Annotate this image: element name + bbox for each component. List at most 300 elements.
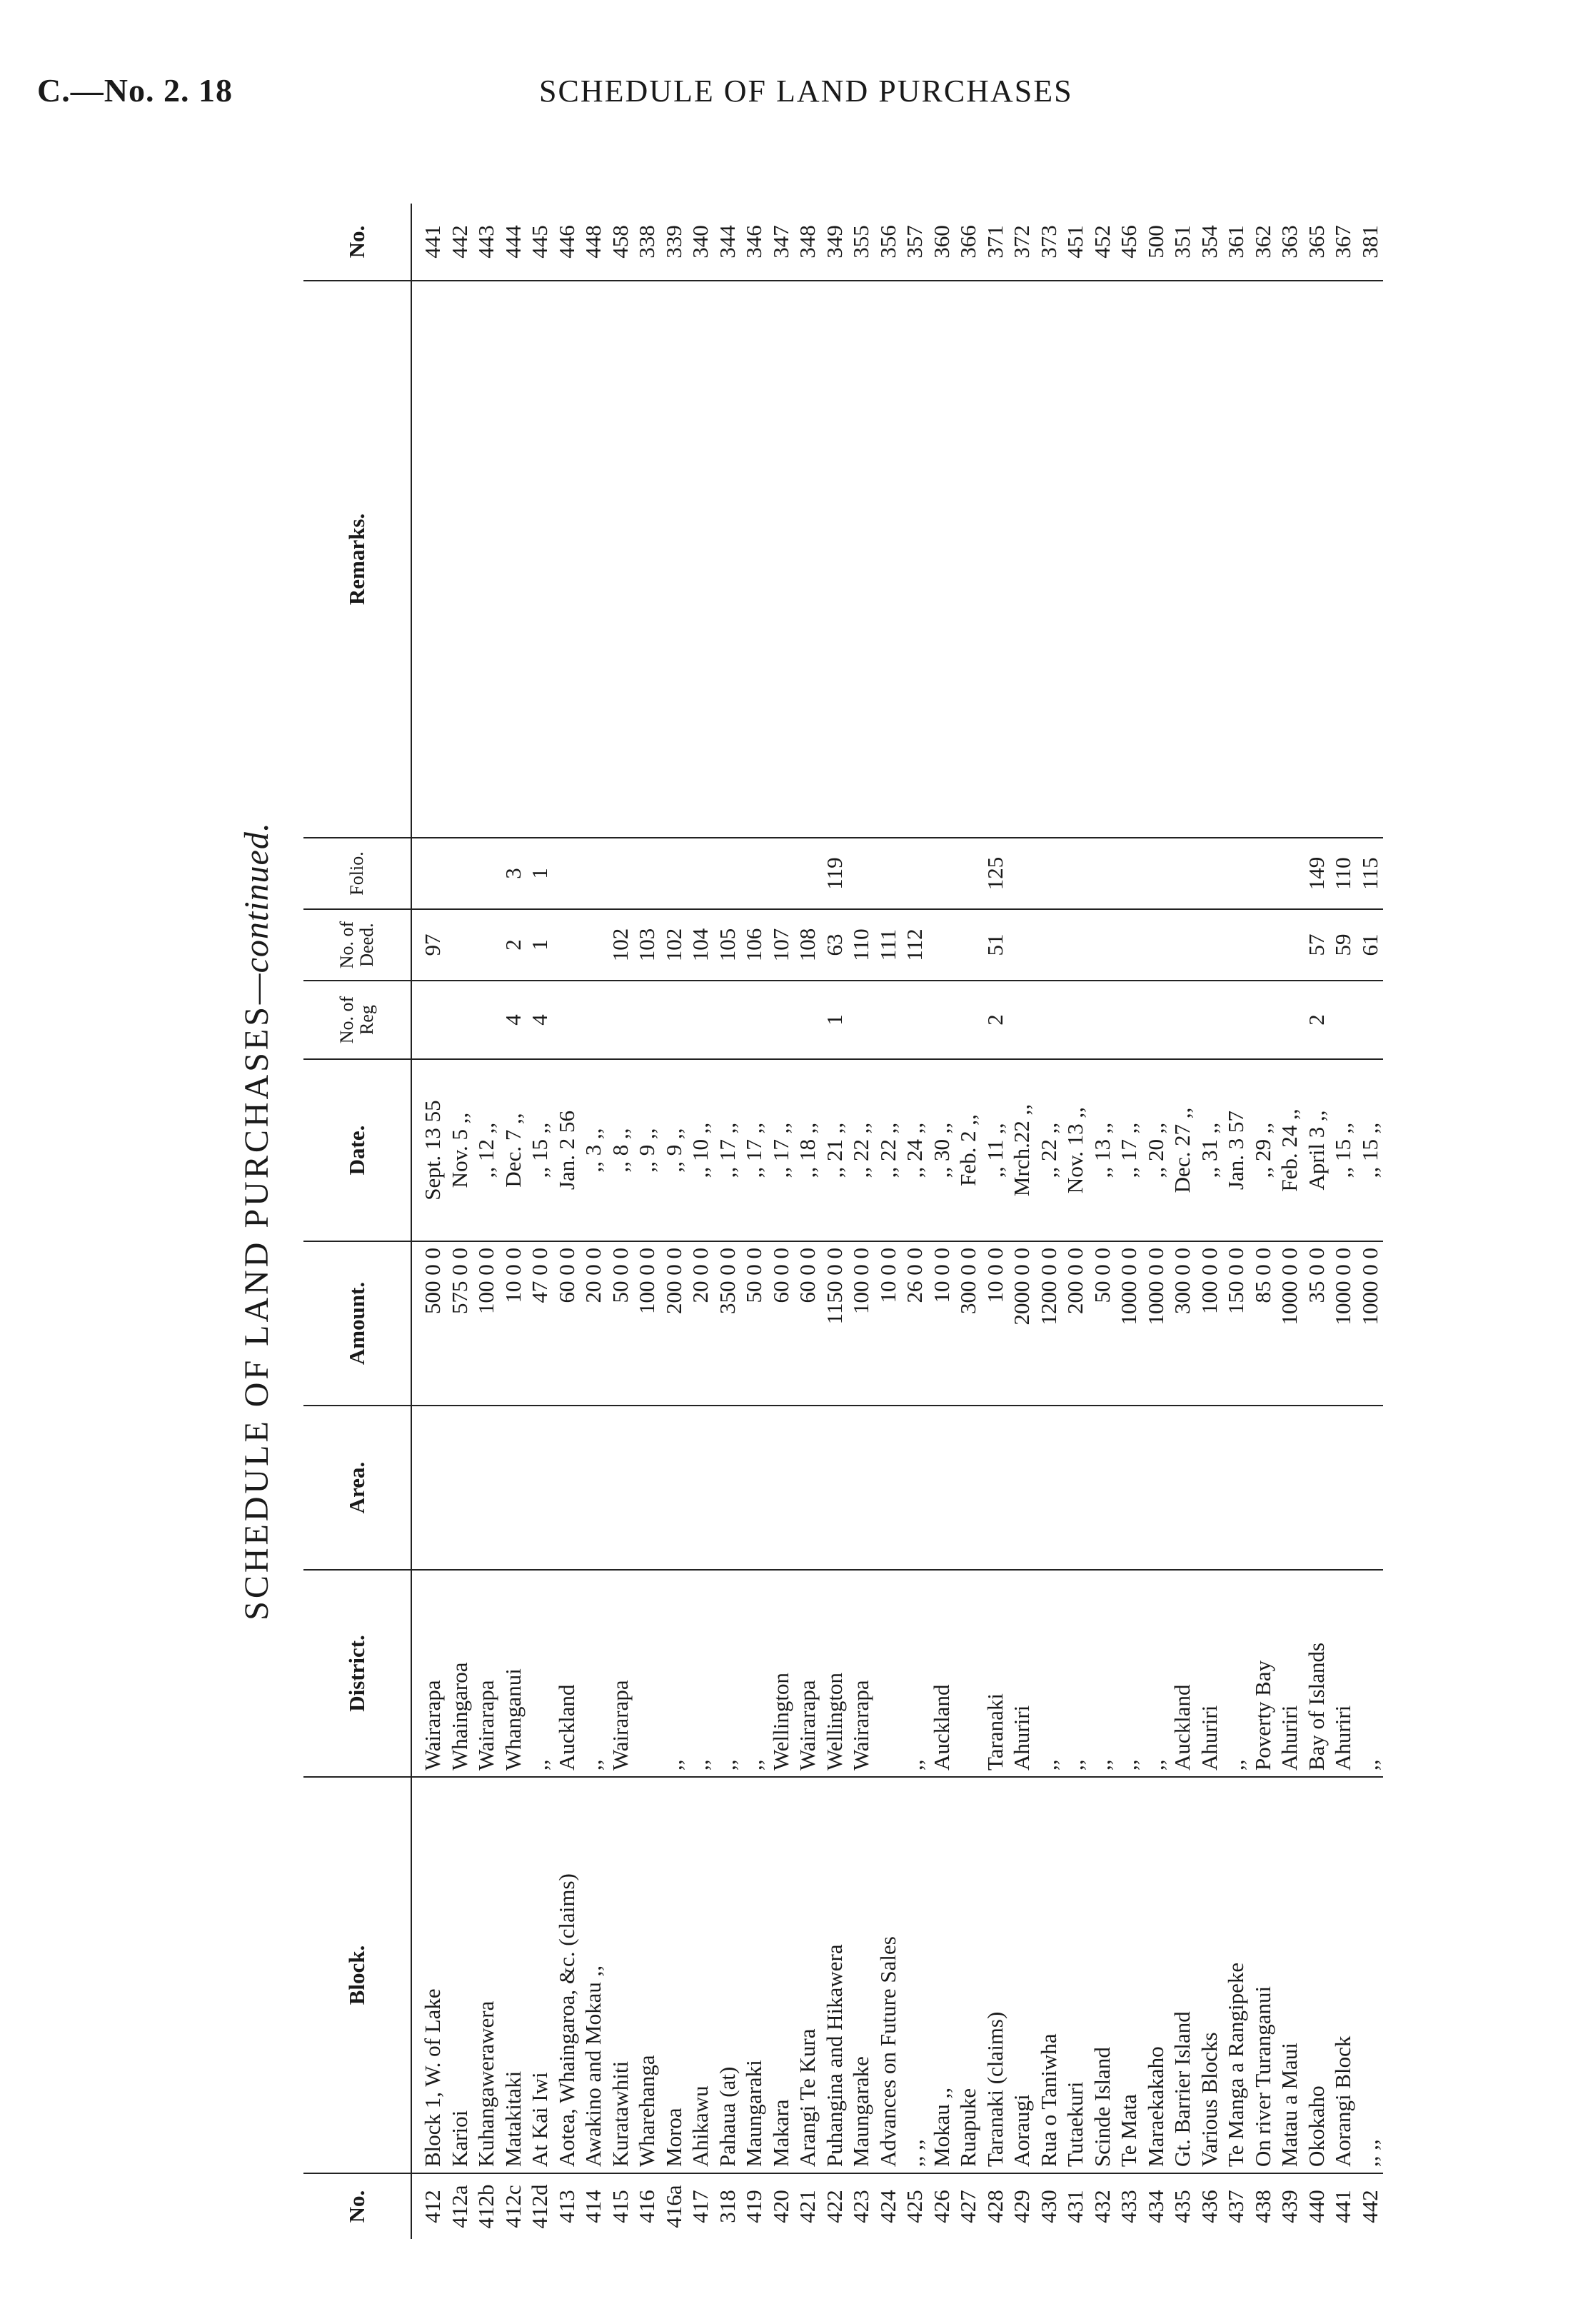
page-reference: C.—No. 2. 18 xyxy=(37,72,233,109)
cell-remarks xyxy=(1089,281,1116,838)
cell-folio xyxy=(768,838,795,909)
cell-no2: 371 xyxy=(982,204,1009,281)
table-row xyxy=(1303,204,1330,2239)
cell-reg xyxy=(1169,981,1196,1059)
cell-remarks xyxy=(473,281,500,838)
cell-no2: 367 xyxy=(1330,204,1357,281)
cell-no2: 363 xyxy=(1276,204,1303,281)
cell-no: 432 xyxy=(1089,2190,1115,2223)
cell-date: ,, 17 ,, xyxy=(714,1059,741,1241)
cell-amount: 100 0 0 xyxy=(633,1241,660,1406)
cell-remarks xyxy=(1142,281,1170,838)
cell-remarks xyxy=(1276,281,1303,838)
cell-area xyxy=(955,1406,982,1570)
cell-area xyxy=(553,1406,581,1570)
cell-amount: 50 0 0 xyxy=(607,1241,634,1406)
cell-no: 414 xyxy=(581,2190,605,2223)
cell-folio xyxy=(901,838,928,909)
cell-block: Kuhangawerawera xyxy=(473,1777,500,2173)
cell-district: Ahuriri xyxy=(1008,1570,1035,1777)
cell-district: Wairarapa xyxy=(794,1570,821,1777)
cell-reg xyxy=(1276,981,1303,1059)
cell-folio: 3 xyxy=(500,838,527,909)
cell-deed: 63 xyxy=(821,909,848,981)
cell-reg: 4 xyxy=(500,981,527,1059)
table-row xyxy=(687,204,714,2239)
cell-amount: 47 0 0 xyxy=(526,1241,553,1406)
cell-amount: 100 0 0 xyxy=(848,1241,875,1406)
cell-reg xyxy=(794,981,821,1059)
cell-deed xyxy=(1115,909,1142,981)
table-row xyxy=(411,204,446,2239)
cell-date: ,, 15 ,, xyxy=(1357,1059,1384,1241)
cell-remarks xyxy=(982,281,1009,838)
cell-reg: 2 xyxy=(1303,981,1330,1059)
cell-district: Whanganui xyxy=(500,1570,527,1777)
cell-no2: 339 xyxy=(660,204,688,281)
table-row xyxy=(1222,204,1250,2239)
cell-no2: 456 xyxy=(1115,204,1142,281)
cell-reg xyxy=(928,981,955,1059)
cell-date: ,, 18 ,, xyxy=(794,1059,821,1241)
cell-deed xyxy=(1062,909,1089,981)
cell-area xyxy=(1008,1406,1035,1570)
cell-amount: 350 0 0 xyxy=(714,1241,741,1406)
cell-deed: 105 xyxy=(714,909,741,981)
cell-no: 435 xyxy=(1170,2190,1195,2223)
cell-reg xyxy=(955,981,982,1059)
cell-folio xyxy=(1250,838,1277,909)
cell-date: ,, 22 ,, xyxy=(875,1059,902,1241)
cell-deed: 112 xyxy=(901,909,928,981)
cell-deed xyxy=(955,909,982,981)
cell-no: 434 xyxy=(1142,2190,1168,2223)
cell-district: ,, xyxy=(714,1570,741,1777)
cell-no: 421 xyxy=(795,2190,820,2223)
cell-area xyxy=(580,1406,607,1570)
cell-area xyxy=(607,1406,634,1570)
cell-remarks xyxy=(714,281,741,838)
cell-no2: 444 xyxy=(500,204,527,281)
cell-block: Puhangina and Hikawera xyxy=(821,1777,848,2173)
cell-amount: 60 0 0 xyxy=(553,1241,581,1406)
cell-block: Matakitaki xyxy=(500,1777,527,2173)
cell-reg xyxy=(633,981,660,1059)
cell-area xyxy=(821,1406,848,1570)
cell-deed: 102 xyxy=(660,909,688,981)
table-row xyxy=(848,204,875,2239)
cell-reg xyxy=(740,981,768,1059)
cell-block: On river Turanganui xyxy=(1250,1777,1277,2173)
cell-district: ,, xyxy=(660,1570,688,1777)
cell-deed: 59 xyxy=(1330,909,1357,981)
land-purchases-table xyxy=(303,204,1383,2239)
cell-block: At Kai Iwi xyxy=(526,1777,553,2173)
cell-folio xyxy=(955,838,982,909)
table-row xyxy=(1169,204,1196,2239)
cell-date: ,, 17 ,, xyxy=(768,1059,795,1241)
cell-district: ,, xyxy=(1062,1570,1089,1777)
cell-no: 442 xyxy=(1357,2190,1382,2223)
cell-area xyxy=(526,1406,553,1570)
table-row xyxy=(1142,204,1170,2239)
cell-amount: 50 0 0 xyxy=(740,1241,768,1406)
cell-amount: 1200 0 0 xyxy=(1035,1241,1062,1406)
cell-no2: 365 xyxy=(1303,204,1330,281)
cell-deed: 97 xyxy=(411,909,446,981)
cell-district xyxy=(955,1570,982,1777)
cell-block: Kuratawhiti xyxy=(607,1777,634,2173)
cell-date: ,, 17 ,, xyxy=(740,1059,768,1241)
cell-no2: 458 xyxy=(607,204,634,281)
cell-folio xyxy=(473,838,500,909)
cell-block: Advances on Future Sales xyxy=(875,1777,902,2173)
table-row xyxy=(1008,204,1035,2239)
col-header-reg: No. of Reg xyxy=(303,981,411,1059)
cell-reg: 1 xyxy=(821,981,848,1059)
cell-no: 424 xyxy=(875,2190,900,2223)
cell-date: ,, 9 ,, xyxy=(633,1059,660,1241)
table-title xyxy=(236,193,278,2250)
col-header-no2: No. xyxy=(303,204,411,281)
cell-district: Wellington xyxy=(821,1570,848,1777)
cell-block: Aoraugi xyxy=(1008,1777,1035,2173)
cell-reg xyxy=(875,981,902,1059)
table-row xyxy=(1250,204,1277,2239)
cell-amount: 50 0 0 xyxy=(1089,1241,1116,1406)
cell-block: Ahikawu xyxy=(687,1777,714,2173)
cell-date: Dec. 27 ,, xyxy=(1169,1059,1196,1241)
table-row xyxy=(446,204,473,2239)
cell-area xyxy=(1142,1406,1170,1570)
cell-deed xyxy=(580,909,607,981)
table-row xyxy=(1089,204,1116,2239)
cell-no2: 351 xyxy=(1169,204,1196,281)
cell-remarks xyxy=(411,281,446,838)
cell-folio xyxy=(446,838,473,909)
cell-remarks xyxy=(660,281,688,838)
cell-folio xyxy=(1142,838,1170,909)
cell-folio: 1 xyxy=(526,838,553,909)
cell-no: 429 xyxy=(1009,2190,1034,2223)
cell-district: ,, xyxy=(740,1570,768,1777)
cell-remarks xyxy=(1250,281,1277,838)
cell-no: 438 xyxy=(1250,2190,1275,2223)
cell-district: Ahuriri xyxy=(1196,1570,1223,1777)
cell-amount: 1000 0 0 xyxy=(1330,1241,1357,1406)
col-header-block: Block. xyxy=(303,1777,411,2173)
cell-reg xyxy=(411,981,446,1059)
cell-folio xyxy=(580,838,607,909)
cell-area xyxy=(1357,1406,1384,1570)
cell-block: ,, ,, xyxy=(901,1777,928,2173)
cell-remarks xyxy=(580,281,607,838)
cell-district: ,, xyxy=(901,1570,928,1777)
cell-no: 436 xyxy=(1196,2190,1222,2223)
cell-folio xyxy=(1062,838,1089,909)
cell-no: 413 xyxy=(553,2190,579,2223)
cell-area xyxy=(500,1406,527,1570)
cell-folio xyxy=(848,838,875,909)
cell-no2: 347 xyxy=(768,204,795,281)
cell-remarks xyxy=(1062,281,1089,838)
cell-amount: 10 0 0 xyxy=(982,1241,1009,1406)
cell-deed xyxy=(1196,909,1223,981)
cell-no: 425 xyxy=(902,2190,927,2223)
cell-district: Ahuriri xyxy=(1330,1570,1357,1777)
cell-deed xyxy=(1169,909,1196,981)
cell-no2: 452 xyxy=(1089,204,1116,281)
cell-amount: 1000 0 0 xyxy=(1115,1241,1142,1406)
cell-no: 420 xyxy=(768,2190,793,2223)
cell-amount: 1000 0 0 xyxy=(1276,1241,1303,1406)
cell-amount: 20 0 0 xyxy=(687,1241,714,1406)
cell-date: ,, 10 ,, xyxy=(687,1059,714,1241)
cell-reg xyxy=(1115,981,1142,1059)
cell-deed: 61 xyxy=(1357,909,1384,981)
cell-block: Te Mata xyxy=(1115,1777,1142,2173)
table-row xyxy=(982,204,1009,2239)
cell-remarks xyxy=(1008,281,1035,838)
cell-district xyxy=(875,1570,902,1777)
cell-reg xyxy=(1250,981,1277,1059)
cell-remarks xyxy=(526,281,553,838)
cell-area xyxy=(1303,1406,1330,1570)
table-row xyxy=(607,204,634,2239)
cell-no2: 500 xyxy=(1142,204,1170,281)
cell-area xyxy=(446,1406,473,1570)
table-row xyxy=(1115,204,1142,2239)
cell-no2: 441 xyxy=(411,204,446,281)
cell-deed: 106 xyxy=(740,909,768,981)
col-header-area: Area. xyxy=(303,1406,411,1570)
cell-no2: 346 xyxy=(740,204,768,281)
cell-remarks xyxy=(1303,281,1330,838)
cell-district: ,, xyxy=(1115,1570,1142,1777)
cell-area xyxy=(1250,1406,1277,1570)
cell-folio xyxy=(1276,838,1303,909)
cell-no: 412c xyxy=(500,2185,526,2228)
cell-no: 412 xyxy=(420,2190,445,2223)
cell-deed xyxy=(473,909,500,981)
cell-deed xyxy=(1222,909,1250,981)
table-row xyxy=(1276,204,1303,2239)
cell-deed: 104 xyxy=(687,909,714,981)
cell-remarks xyxy=(446,281,473,838)
cell-amount: 100 0 0 xyxy=(1196,1241,1223,1406)
cell-no: 416a xyxy=(660,2185,686,2228)
cell-district: Bay of Islands xyxy=(1303,1570,1330,1777)
cell-remarks xyxy=(1169,281,1196,838)
cell-block: Moroa xyxy=(660,1777,688,2173)
table-row xyxy=(1196,204,1223,2239)
col-header-district: District. xyxy=(303,1570,411,1777)
cell-district: Taranaki xyxy=(982,1570,1009,1777)
cell-amount: 26 0 0 xyxy=(901,1241,928,1406)
cell-area xyxy=(1035,1406,1062,1570)
cell-area xyxy=(473,1406,500,1570)
cell-date: ,, 17 ,, xyxy=(1115,1059,1142,1241)
cell-date: Feb. 2 ,, xyxy=(955,1059,982,1241)
cell-no: 427 xyxy=(955,2190,980,2223)
table-row xyxy=(928,204,955,2239)
cell-date: ,, 22 ,, xyxy=(848,1059,875,1241)
table-row xyxy=(500,204,527,2239)
col-header-no: No. xyxy=(303,2173,411,2239)
cell-block: Various Blocks xyxy=(1196,1777,1223,2173)
cell-date: ,, 11 ,, xyxy=(982,1059,1009,1241)
table-row xyxy=(875,204,902,2239)
cell-area xyxy=(982,1406,1009,1570)
cell-folio xyxy=(411,838,446,909)
table-row xyxy=(1357,204,1384,2239)
cell-date: Feb. 24 ,, xyxy=(1276,1059,1303,1241)
cell-remarks xyxy=(740,281,768,838)
table-row xyxy=(526,204,553,2239)
cell-no: 412b xyxy=(473,2184,498,2229)
cell-folio: 115 xyxy=(1357,838,1384,909)
cell-district: Wairarapa xyxy=(848,1570,875,1777)
cell-folio xyxy=(875,838,902,909)
cell-block: Maraekakaho xyxy=(1142,1777,1170,2173)
cell-deed xyxy=(1008,909,1035,981)
cell-remarks xyxy=(901,281,928,838)
cell-folio xyxy=(687,838,714,909)
cell-date: Nov. 5 ,, xyxy=(446,1059,473,1241)
table-row xyxy=(955,204,982,2239)
cell-district: ,, xyxy=(1035,1570,1062,1777)
cell-remarks xyxy=(955,281,982,838)
cell-no: 437 xyxy=(1223,2190,1248,2223)
cell-area xyxy=(1115,1406,1142,1570)
cell-block: Ruapuke xyxy=(955,1777,982,2173)
cell-no: 433 xyxy=(1116,2190,1141,2223)
table-row xyxy=(768,204,795,2239)
cell-deed xyxy=(1142,909,1170,981)
cell-folio xyxy=(1196,838,1223,909)
cell-district: ,, xyxy=(1142,1570,1170,1777)
cell-date: ,, 22 ,, xyxy=(1035,1059,1062,1241)
cell-district: Auckland xyxy=(928,1570,955,1777)
cell-area xyxy=(740,1406,768,1570)
col-header-amount: Amount. xyxy=(303,1241,411,1406)
cell-remarks xyxy=(768,281,795,838)
cell-district: ,, xyxy=(1089,1570,1116,1777)
cell-area xyxy=(687,1406,714,1570)
cell-area xyxy=(1196,1406,1223,1570)
cell-district: Auckland xyxy=(553,1570,581,1777)
cell-reg xyxy=(580,981,607,1059)
cell-no2: 360 xyxy=(928,204,955,281)
cell-folio xyxy=(1115,838,1142,909)
cell-folio xyxy=(1008,838,1035,909)
cell-area xyxy=(1089,1406,1116,1570)
cell-amount: 10 0 0 xyxy=(875,1241,902,1406)
table-row xyxy=(901,204,928,2239)
cell-deed xyxy=(553,909,581,981)
cell-date: Mrch.22 ,, xyxy=(1008,1059,1035,1241)
running-title: SCHEDULE OF LAND PURCHASES xyxy=(539,74,1073,109)
cell-no2: 373 xyxy=(1035,204,1062,281)
cell-block: Matau a Maui xyxy=(1276,1777,1303,2173)
cell-folio: 119 xyxy=(821,838,848,909)
cell-block: Mokau ,, xyxy=(928,1777,955,2173)
cell-folio: 110 xyxy=(1330,838,1357,909)
cell-date: ,, 20 ,, xyxy=(1142,1059,1170,1241)
table-title-subtitle: —continued. xyxy=(238,822,276,1005)
cell-no: 431 xyxy=(1062,2190,1087,2223)
table-row xyxy=(553,204,581,2239)
cell-block: Rua o Taniwha xyxy=(1035,1777,1062,2173)
cell-district: ,, xyxy=(687,1570,714,1777)
cell-no: 318 xyxy=(714,2190,740,2223)
cell-deed: 51 xyxy=(982,909,1009,981)
cell-date: Dec. 7 ,, xyxy=(500,1059,527,1241)
cell-area xyxy=(901,1406,928,1570)
table-row xyxy=(633,204,660,2239)
cell-no2: 443 xyxy=(473,204,500,281)
cell-no2: 448 xyxy=(580,204,607,281)
cell-folio xyxy=(607,838,634,909)
cell-date: ,, 3 ,, xyxy=(580,1059,607,1241)
cell-folio xyxy=(928,838,955,909)
cell-area xyxy=(875,1406,902,1570)
cell-amount: 300 0 0 xyxy=(955,1241,982,1406)
cell-no: 422 xyxy=(821,2190,847,2223)
cell-reg xyxy=(768,981,795,1059)
cell-block: Aotea, Whaingaroa, &c. (claims) xyxy=(553,1777,581,2173)
cell-folio: 149 xyxy=(1303,838,1330,909)
cell-folio xyxy=(660,838,688,909)
cell-area xyxy=(848,1406,875,1570)
cell-block: Wharehanga xyxy=(633,1777,660,2173)
cell-no2: 445 xyxy=(526,204,553,281)
cell-deed: 103 xyxy=(633,909,660,981)
cell-reg xyxy=(1196,981,1223,1059)
cell-folio xyxy=(1222,838,1250,909)
cell-deed: 110 xyxy=(848,909,875,981)
cell-remarks xyxy=(821,281,848,838)
cell-area xyxy=(660,1406,688,1570)
cell-date: ,, 24 ,, xyxy=(901,1059,928,1241)
cell-district: Wairarapa xyxy=(607,1570,634,1777)
cell-deed xyxy=(446,909,473,981)
cell-deed xyxy=(1089,909,1116,981)
cell-deed xyxy=(1035,909,1062,981)
cell-reg xyxy=(1330,981,1357,1059)
col-header-date: Date. xyxy=(303,1059,411,1241)
cell-date: Sept. 13 55 xyxy=(411,1059,446,1241)
cell-block: Gt. Barrier Island xyxy=(1169,1777,1196,2173)
cell-amount: 200 0 0 xyxy=(660,1241,688,1406)
cell-folio xyxy=(1169,838,1196,909)
cell-no: 412a xyxy=(446,2185,472,2228)
cell-remarks xyxy=(553,281,581,838)
cell-date: ,, 13 ,, xyxy=(1089,1059,1116,1241)
cell-block: Maungaraki xyxy=(740,1777,768,2173)
cell-block: Taranaki (claims) xyxy=(982,1777,1009,2173)
table-row xyxy=(794,204,821,2239)
cell-amount: 2000 0 0 xyxy=(1008,1241,1035,1406)
cell-folio: 125 xyxy=(982,838,1009,909)
cell-no2: 354 xyxy=(1196,204,1223,281)
cell-no: 430 xyxy=(1035,2190,1061,2223)
cell-area xyxy=(1169,1406,1196,1570)
cell-amount: 10 0 0 xyxy=(928,1241,955,1406)
cell-no: 439 xyxy=(1277,2190,1302,2223)
cell-remarks xyxy=(1035,281,1062,838)
cell-no: 419 xyxy=(741,2190,766,2223)
